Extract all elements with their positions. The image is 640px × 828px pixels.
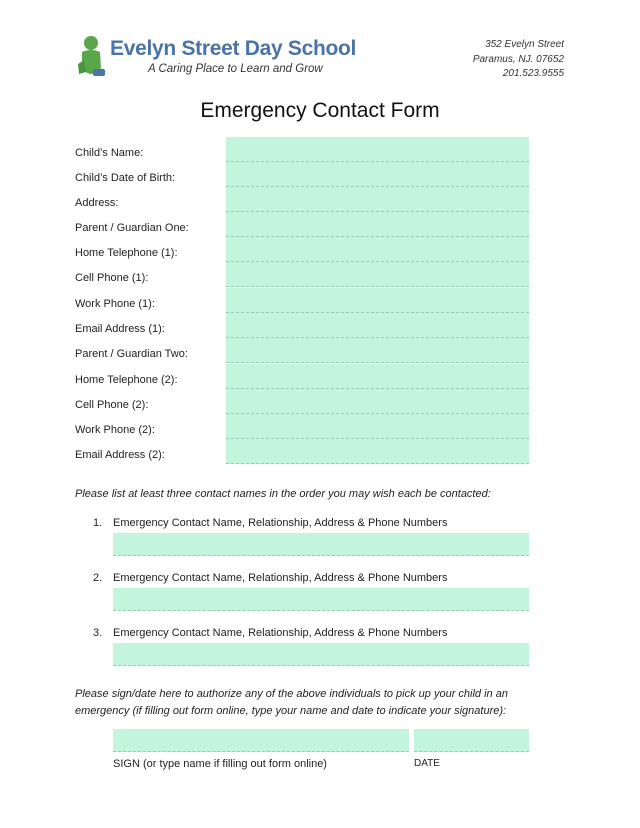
field-row-email-1 xyxy=(75,313,529,338)
field-label: Cell Phone (1): xyxy=(75,272,149,284)
field-row-childs-name xyxy=(75,137,529,162)
signature-label: SIGN (or type name if filling out form online) xyxy=(113,758,327,770)
contact-label: Emergency Contact Name, Relationship, Address & Phone Numbers xyxy=(113,517,448,529)
date-input[interactable] xyxy=(414,729,529,752)
field-row-home-phone-2 xyxy=(75,364,529,389)
field-label: Parent / Guardian One: xyxy=(75,222,189,234)
field-row-home-phone-1 xyxy=(75,237,529,262)
child-figure-icon xyxy=(74,34,108,78)
home-phone-2-input[interactable] xyxy=(226,364,529,389)
email-1-input[interactable] xyxy=(226,313,529,338)
contact-number: 3. xyxy=(93,627,103,639)
field-row-parent-one xyxy=(75,212,529,237)
emergency-contact-2 xyxy=(93,572,529,617)
field-row-address xyxy=(75,187,529,212)
school-address xyxy=(473,38,564,82)
field-row-work-phone-1 xyxy=(75,288,529,313)
address-line-1: 352 Evelyn Street xyxy=(485,39,564,50)
field-row-cell-phone-1 xyxy=(75,262,529,287)
field-row-email-2 xyxy=(75,439,529,464)
field-label: Child’s Name: xyxy=(75,147,144,159)
school-tagline: A Caring Place to Learn and Grow xyxy=(148,63,323,75)
work-phone-2-input[interactable] xyxy=(226,414,529,439)
contact-label: Emergency Contact Name, Relationship, Address & Phone Numbers xyxy=(113,627,448,639)
childs-dob-input[interactable] xyxy=(226,162,529,187)
form-title: Emergency Contact Form xyxy=(200,99,440,122)
work-phone-1-input[interactable] xyxy=(226,288,529,313)
emergency-contact-1-input[interactable] xyxy=(113,533,529,556)
emergency-contact-3 xyxy=(93,627,529,672)
field-label: Work Phone (2): xyxy=(75,424,155,436)
address-input[interactable] xyxy=(226,187,529,212)
field-row-parent-two xyxy=(75,338,529,363)
contact-number: 1. xyxy=(93,517,103,529)
email-2-input[interactable] xyxy=(226,439,529,464)
date-label: DATE xyxy=(414,758,440,769)
emergency-contact-1 xyxy=(93,517,529,562)
contact-number: 2. xyxy=(93,572,103,584)
school-name: Evelyn Street Day School xyxy=(110,37,357,60)
field-row-work-phone-2 xyxy=(75,414,529,439)
signature-instructions: Please sign/date here to authorize any of the above individuals to pick up your child in an emergency (if filling out form online, type your name and date to indicate your signature): xyxy=(75,688,508,717)
school-logo xyxy=(74,34,357,80)
emergency-contact-3-input[interactable] xyxy=(113,643,529,666)
signature-input[interactable] xyxy=(113,729,409,752)
childs-name-input[interactable] xyxy=(226,137,529,162)
field-label: Address: xyxy=(75,197,119,209)
home-phone-1-input[interactable] xyxy=(226,237,529,262)
field-label: Child’s Date of Birth: xyxy=(75,172,176,184)
field-label: Cell Phone (2): xyxy=(75,399,149,411)
field-label: Home Telephone (1): xyxy=(75,247,178,259)
field-label: Email Address (2): xyxy=(75,449,165,461)
contacts-instructions: Please list at least three contact names in the order you may wish each be contacted: xyxy=(75,488,491,500)
field-label: Email Address (1): xyxy=(75,323,165,335)
school-phone: 201.523.9555 xyxy=(502,68,564,79)
field-row-cell-phone-2 xyxy=(75,389,529,414)
cell-phone-1-input[interactable] xyxy=(226,262,529,287)
cell-phone-2-input[interactable] xyxy=(226,389,529,414)
field-row-childs-dob xyxy=(75,162,529,187)
field-label: Parent / Guardian Two: xyxy=(75,348,188,360)
parent-two-input[interactable] xyxy=(226,338,529,363)
field-label: Work Phone (1): xyxy=(75,298,155,310)
parent-one-input[interactable] xyxy=(226,212,529,237)
contact-label: Emergency Contact Name, Relationship, Address & Phone Numbers xyxy=(113,572,448,584)
field-label: Home Telephone (2): xyxy=(75,374,178,386)
emergency-contact-2-input[interactable] xyxy=(113,588,529,611)
address-line-2: Paramus, NJ. 07652 xyxy=(472,53,564,65)
